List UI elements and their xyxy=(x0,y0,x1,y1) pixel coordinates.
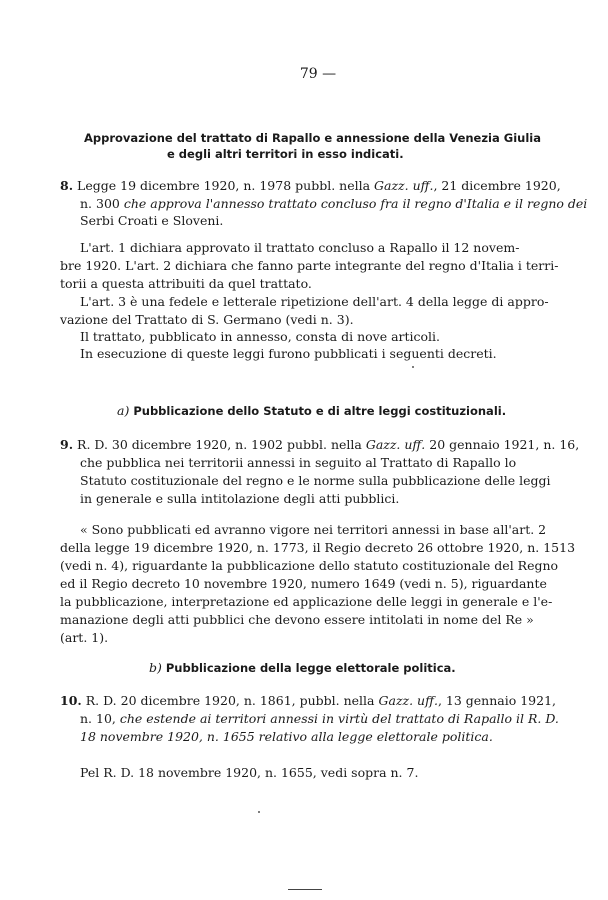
entry-8-line-2 xyxy=(80,196,587,212)
entry-8-number: 8. xyxy=(60,178,74,193)
section-b-letter: b) xyxy=(149,660,162,675)
entry-8-line-1 xyxy=(60,178,561,194)
section-a-heading xyxy=(117,403,506,419)
entry-10-date: , 13 gennaio 1921, xyxy=(437,693,556,708)
page-number: 79 — xyxy=(299,66,337,82)
final-line: Pel R. D. 18 novembre 1920, n. 1655, vedi sopra n. 7. xyxy=(80,765,419,780)
entry-10-text: R. D. 20 dicembre 1920, n. 1861, pubbl. nella xyxy=(85,693,375,708)
scan-speck xyxy=(258,811,260,813)
entry-9-date: 20 gennaio 1921, n. 16, xyxy=(429,437,580,452)
quote-9-line-2: della legge 19 dicembre 1920, n. 1773, il Regio decreto 26 ottobre 1920, n. 1513 xyxy=(60,540,576,555)
para-8-line-6: Il trattato, pubblicato in annesso, consta di nove articoli. xyxy=(80,329,441,344)
scan-speck xyxy=(412,366,414,368)
entry-10-issue: n. 10, xyxy=(80,711,116,726)
footer-rule xyxy=(288,889,322,890)
entry-8-line-3: Serbi Croati e Sloveni. xyxy=(80,213,224,228)
heading-line-1: Approvazione del trattato di Rapallo e annessione della Venezia Giulia xyxy=(84,131,541,145)
entry-9-line-4: in generale e sulla intitolazione degli atti pubblici. xyxy=(80,491,400,506)
entry-9-line-3: Statuto costituzionale del regno e le norme sulla pubblicazione delle leggi xyxy=(80,473,551,488)
para-8-line-2: bre 1920. L'art. 2 dichiara che fanno parte integrante del regno d'Italia i terri- xyxy=(60,258,559,273)
para-8-line-4: L'art. 3 è una fedele e letterale ripetizione dell'art. 4 della legge di appro- xyxy=(80,294,549,309)
quote-9-line-1: « Sono pubblicati ed avranno vigore nei territori annessi in base all'art. 2 xyxy=(80,522,547,537)
entry-10-line-2 xyxy=(80,711,559,727)
entry-9-line-1 xyxy=(60,437,579,453)
entry-9-text: R. D. 30 dicembre 1920, n. 1902 pubbl. nella xyxy=(77,437,362,452)
section-a-title: Pubblicazione dello Statuto e di altre leggi costituzionali. xyxy=(133,404,507,418)
para-8-line-7: In esecuzione di queste leggi furono pubblicati i seguenti decreti. xyxy=(80,346,497,361)
quote-9-line-6: manazione degli atti pubblici che devono essere intitolati in nome del Re » xyxy=(60,612,534,627)
para-8-line-1: L'art. 1 dichiara approvato il trattato concluso a Rapallo il 12 novem- xyxy=(80,240,520,255)
section-a-letter: a) xyxy=(117,403,130,418)
entry-8-issue: n. 300 xyxy=(80,196,120,211)
entry-9-number: 9. xyxy=(60,437,74,452)
entry-8-description: che approva l'annesso trattato concluso fra il regno d'Italia e il regno dei xyxy=(123,196,588,211)
entry-10-number: 10. xyxy=(60,693,82,708)
gazzetta-ref: Gazz. uff. xyxy=(378,693,438,708)
gazzetta-ref: Gazz. uff. xyxy=(365,437,426,452)
entry-8-date: , 21 dicembre 1920, xyxy=(433,178,561,193)
quote-9-line-5: la pubblicazione, interpretazione ed applicazione delle leggi in generale e l'e- xyxy=(60,594,553,609)
para-8-line-3: torii a questa attribuiti da quel trattato. xyxy=(60,276,312,291)
para-8-line-5: vazione del Trattato di S. Germano (vedi n. 3). xyxy=(60,312,354,327)
entry-10-description: che estende ai territori annessi in virtù del trattato di Rapallo il R. D. xyxy=(119,711,559,726)
quote-9-line-4: ed il Regio decreto 10 novembre 1920, numero 1649 (vedi n. 5), riguardante xyxy=(60,576,547,591)
quote-9-line-3: (vedi n. 4), riguardante la pubblicazione dello statuto costituzionale del Regno xyxy=(60,558,559,573)
quote-9-line-7: (art. 1). xyxy=(60,630,109,645)
entry-10-description-cont: 18 novembre 1920, n. 1655 relativo alla legge elettorale politica. xyxy=(80,729,493,744)
entry-8-text: Legge 19 dicembre 1920, n. 1978 pubbl. nella xyxy=(77,178,371,193)
gazzetta-ref: Gazz. uff. xyxy=(374,178,434,193)
entry-10-line-1 xyxy=(60,693,556,709)
section-b-heading xyxy=(149,660,456,676)
entry-10-line-3 xyxy=(80,729,493,745)
section-b-title: Pubblicazione della legge elettorale politica. xyxy=(165,661,456,675)
entry-9-line-2: che pubblica nei territorii annessi in seguito al Trattato di Rapallo lo xyxy=(80,455,517,470)
heading-line-2: e degli altri territori in esso indicati. xyxy=(167,147,404,161)
